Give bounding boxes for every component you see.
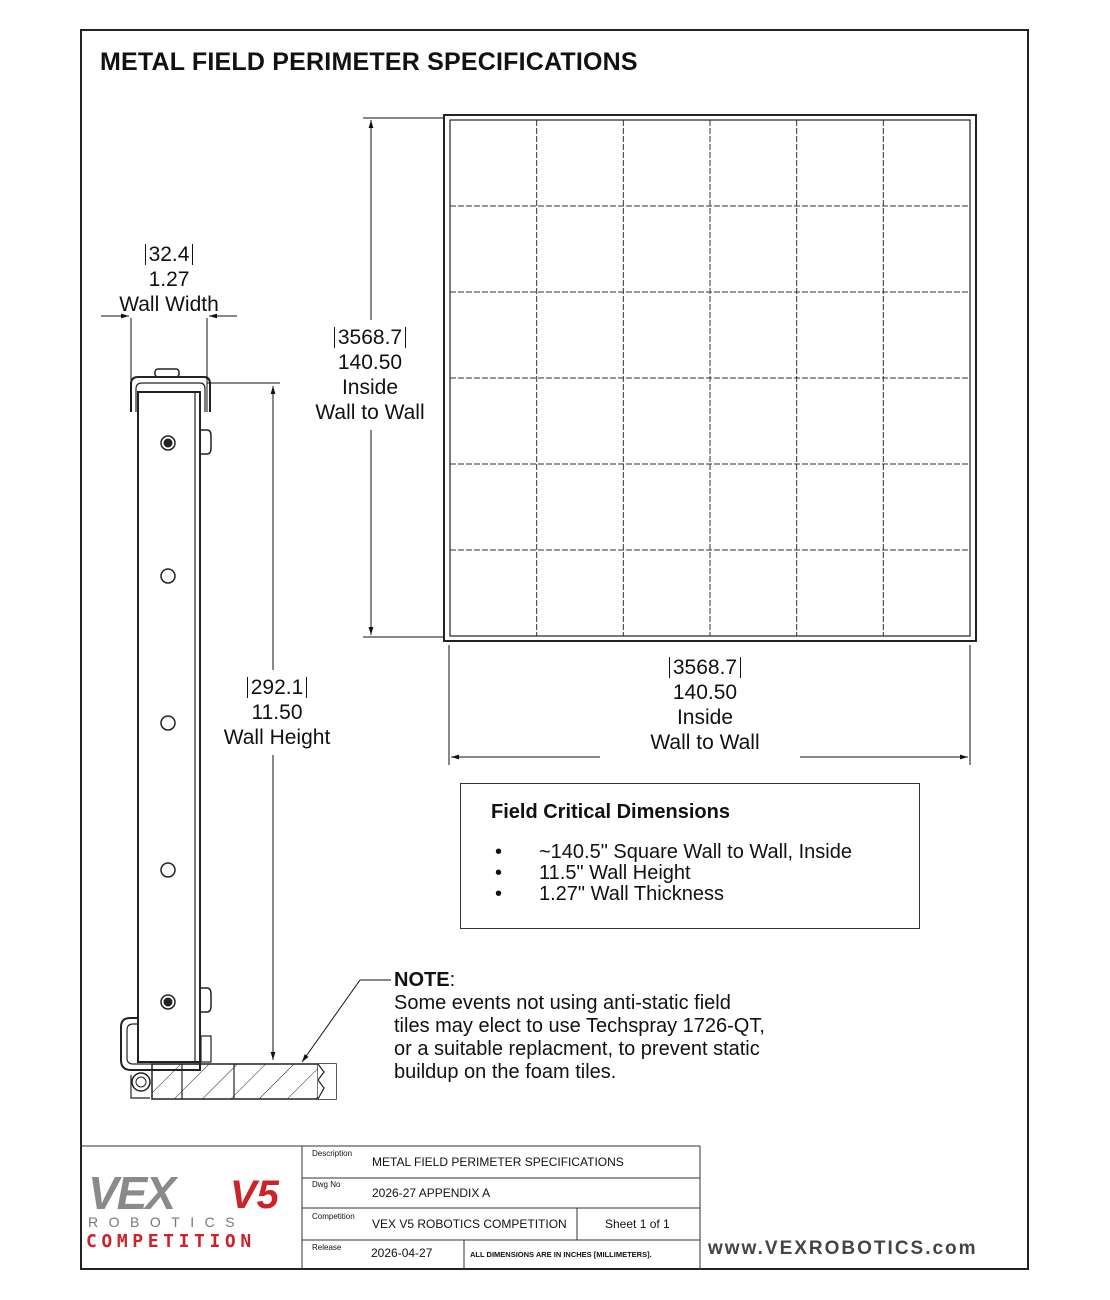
wall-section (121, 369, 211, 1098)
logo-robotics: ROBOTICS (88, 1214, 246, 1230)
website-link[interactable]: www.VEXROBOTICS.com (708, 1238, 978, 1259)
list-item: • 11.5" Wall Height (461, 863, 852, 884)
note-colon: : (449, 969, 456, 991)
list-item: • 1.27" Wall Thickness (461, 884, 852, 905)
logo-vex: VEX (88, 1167, 175, 1219)
note-line: tiles may elect to use Techspray 1726-QT, (394, 1015, 765, 1037)
field-horizontal-caption2: Wall to Wall (650, 731, 760, 754)
field-vertical-caption2: Wall to Wall (315, 401, 425, 424)
note-line: Some events not using anti-static field (394, 992, 731, 1014)
info-box-list (461, 842, 852, 905)
field-vertical-label (300, 325, 440, 425)
field-horizontal-in: 140.50 (672, 681, 738, 704)
field-vertical-mm: 3568.7 (334, 327, 406, 348)
wall-width-label (104, 242, 234, 317)
note-block (394, 969, 854, 1084)
field-top-view (444, 115, 976, 641)
release-label: Release (312, 1243, 342, 1252)
competition-label: Competition (312, 1212, 355, 1221)
description-label: Description (312, 1149, 353, 1158)
field-tile-grid (450, 120, 970, 636)
description-value: METAL FIELD PERIMETER SPECIFICATIONS (372, 1155, 624, 1169)
note-leader (302, 980, 391, 1062)
floor-tile-section (152, 1064, 336, 1099)
info-box-title: Field Critical Dimensions (491, 801, 730, 823)
field-horizontal-mm: 3568.7 (669, 657, 741, 678)
note-line: or a suitable replacment, to prevent static (394, 1038, 760, 1060)
sheet-value: Sheet 1 of 1 (605, 1217, 670, 1231)
wall-width-in: 1.27 (148, 268, 190, 291)
wall-height-caption: Wall Height (223, 726, 331, 749)
dwg-label: Dwg No (312, 1180, 341, 1189)
logo-v5: V5 (230, 1173, 279, 1217)
wall-width-dimension (101, 316, 237, 412)
wall-height-label (212, 675, 342, 750)
field-horizontal-label (630, 655, 780, 755)
wall-height-in: 11.50 (251, 701, 303, 724)
field-critical-dimensions-box (460, 783, 920, 929)
list-item: • ~140.5" Square Wall to Wall, Inside (461, 842, 852, 863)
wall-width-caption: Wall Width (119, 293, 219, 316)
wall-height-mm: 292.1 (247, 677, 308, 698)
field-vertical-caption1: Inside (341, 376, 399, 399)
wall-width-mm: 32.4 (145, 244, 194, 265)
logo-competition: COMPETITION (86, 1231, 256, 1252)
note-heading: NOTE (394, 969, 450, 991)
field-horizontal-caption1: Inside (676, 706, 734, 729)
units-note: ALL DIMENSIONS ARE IN INCHES [MILLIMETERS]. (470, 1250, 652, 1259)
vex-logo (86, 1168, 298, 1258)
competition-value: VEX V5 ROBOTICS COMPETITION (372, 1217, 567, 1231)
dwg-value: 2026-27 APPENDIX A (372, 1186, 491, 1200)
release-value: 2026-04-27 (371, 1246, 433, 1260)
field-vertical-in: 140.50 (337, 351, 403, 374)
page-title: METAL FIELD PERIMETER SPECIFICATIONS (100, 48, 638, 76)
note-line: buildup on the foam tiles. (394, 1061, 617, 1083)
